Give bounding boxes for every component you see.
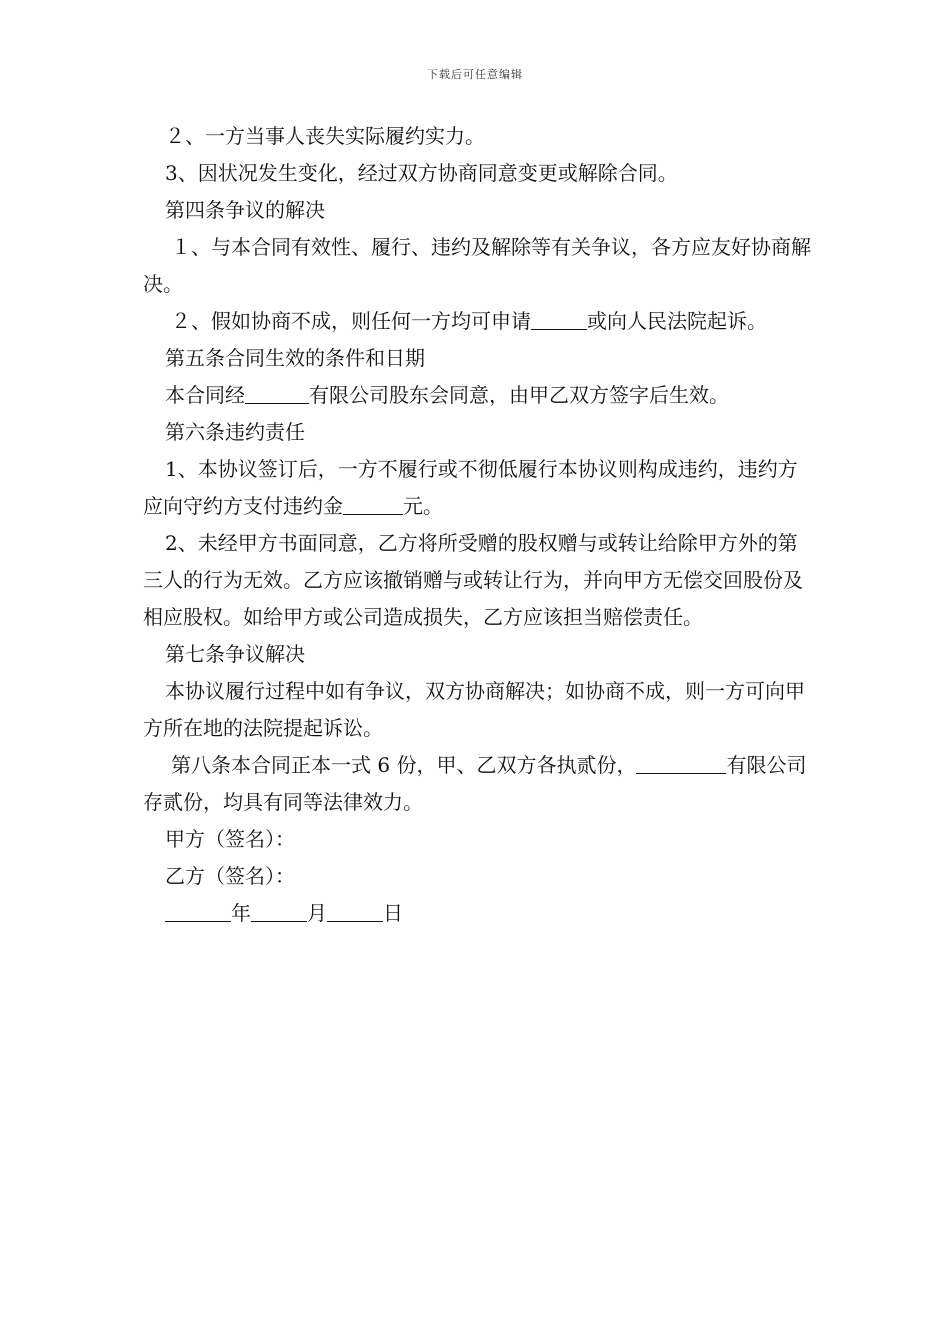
article-5-body <box>143 377 813 414</box>
date-month-label: 月 <box>307 901 327 925</box>
paragraph-item-2: ２、一方当事人丧失实际履约实力。 <box>165 124 485 148</box>
paragraph-item-3: 3、因状况发生变化，经过双方协商同意变更或解除合同。 <box>165 161 678 185</box>
clause-text: 有限公司股东会同意，由甲乙双方签字后生效。 <box>309 383 729 407</box>
party-b-signature: 乙方（签名）： <box>165 864 295 888</box>
blank-underline <box>165 901 231 922</box>
header-note: 下载后可任意编辑 <box>427 68 523 81</box>
blank-underline <box>327 901 383 922</box>
article-8-body <box>143 747 813 821</box>
signing-date <box>143 895 813 932</box>
party-a-signature: 甲方（签名）： <box>165 827 295 851</box>
clause-text: 有限公司存贰份，均具有同等法律效力。 <box>143 753 807 814</box>
article-6-clause-1 <box>143 451 813 525</box>
article-5-heading: 第五条合同生效的条件和日期 <box>165 346 425 370</box>
clause-text: 第八条本合同正本一式 6 份，甲、乙双方各执贰份， <box>171 753 637 777</box>
clause-text: 1、本协议签订后，一方不履行或不彻低履行本协议则构成违约，违约方应向守约方支付违约金 <box>143 457 798 518</box>
date-day-label: 日 <box>383 901 403 925</box>
clause-text: 本合同经 <box>165 383 245 407</box>
article-6-clause-2: 2、未经甲方书面同意，乙方将所受赠的股权赠与或转让给除甲方外的第三人的行为无效。乙方应该撤销赠与或转让行为，并向甲方无偿交回股份及相应股权。如给甲方或公司造成损失，乙方应该担当赔偿责任。 <box>143 531 803 629</box>
blank-underline <box>636 753 726 774</box>
article-6-heading: 第六条违约责任 <box>165 420 305 444</box>
date-year-label: 年 <box>231 901 251 925</box>
article-4-clause-1: １、与本合同有效性、履行、违约及解除等有关争议，各方应友好协商解决。 <box>143 235 811 296</box>
article-7-heading: 第七条争议解决 <box>165 642 305 666</box>
blank-underline <box>245 383 309 404</box>
blank-underline <box>251 901 307 922</box>
article-4-heading: 第四条争议的解决 <box>165 198 325 222</box>
article-7-body: 本协议履行过程中如有争议，双方协商解决；如协商不成，则一方可向甲方所在地的法院提起诉讼。 <box>143 679 805 740</box>
clause-text: 元。 <box>403 494 443 518</box>
clause-text: 或向人民法院起诉。 <box>587 309 767 333</box>
clause-text: ２、假如协商不成，则任何一方均可申请 <box>171 309 531 333</box>
article-4-clause-2 <box>143 303 813 340</box>
contract-body <box>143 118 813 932</box>
blank-underline <box>343 494 403 515</box>
blank-underline <box>531 309 587 330</box>
